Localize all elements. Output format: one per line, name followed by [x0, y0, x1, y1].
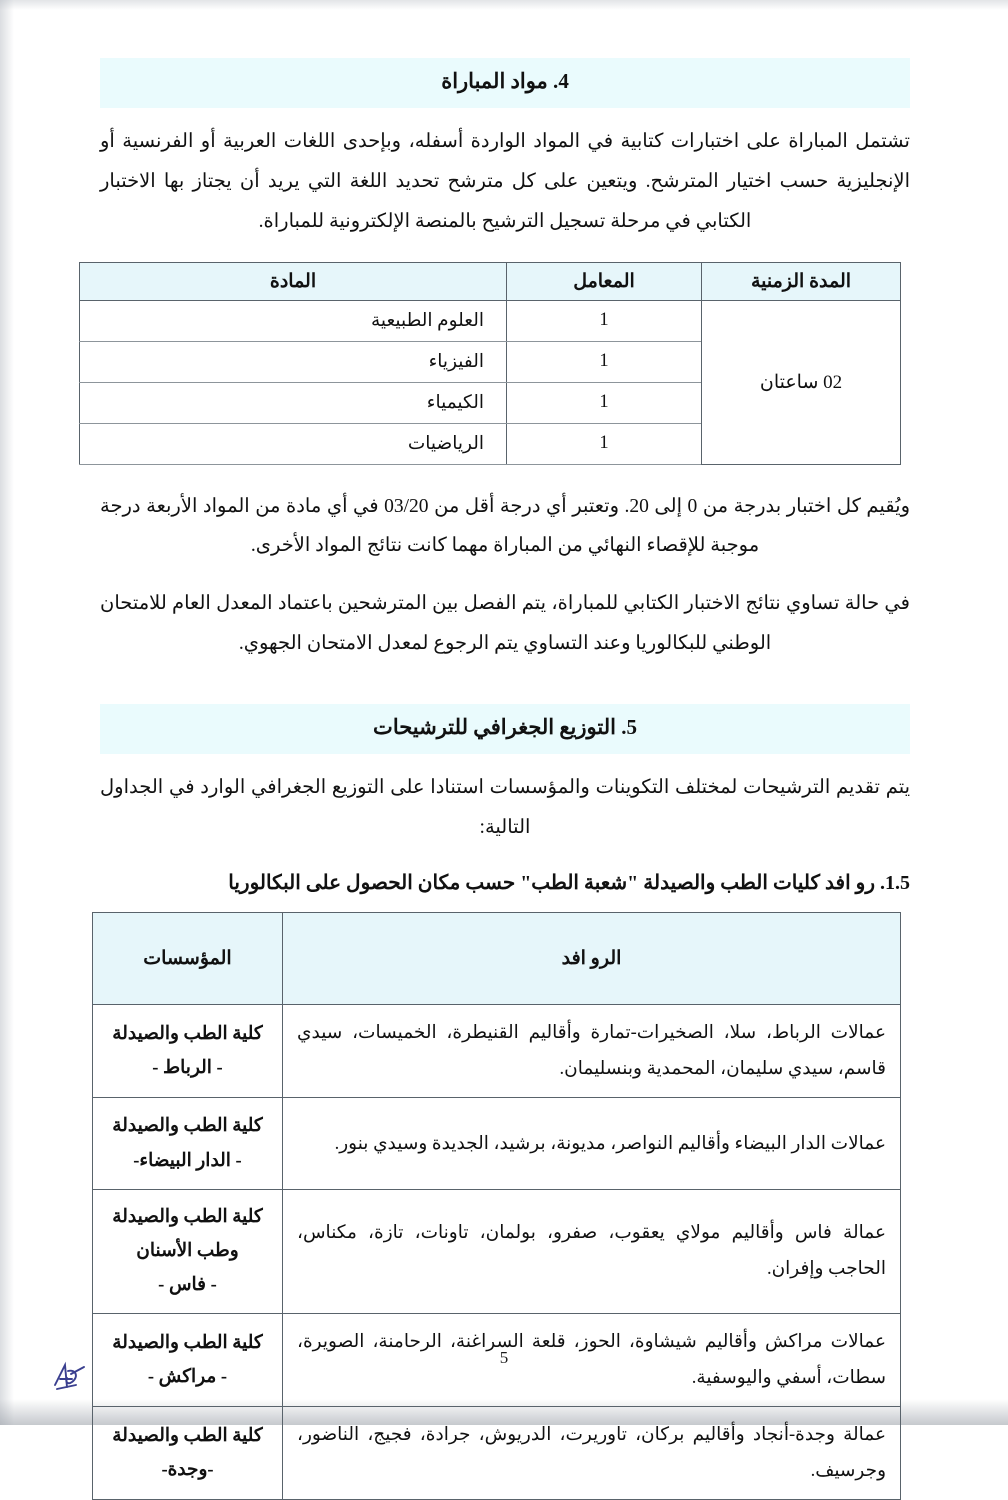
cell-coefficient: 1	[507, 382, 702, 423]
table-geographic-distribution	[92, 912, 901, 1500]
cell-regions: عمالات الدار البيضاء وأقاليم النواصر، مديونة، برشيد، الجديدة وسيدي بنور.	[283, 1098, 901, 1190]
column-header-regions: الرو افد	[283, 912, 901, 1004]
cell-institution	[93, 1406, 283, 1499]
document-content	[100, 0, 910, 1500]
paragraph-tiebreak-note: في حالة تساوي نتائج الاختبار الكتابي للمباراة، يتم الفصل بين المترشحين باعتماد المعدل العام للامتحان الوطني للبكالوريا وعند التساوي يتم الرجوع لمعدل الامتحان الجهوي.	[100, 593, 910, 655]
subheading-medicine-faculties: 1.5. رو افد كليات الطب والصيدلة "شعبة الطب" حسب مكان الحصول على البكالوريا	[228, 871, 910, 894]
cell-regions: عمالة فاس وأقاليم مولاي يعقوب، صفرو، بولمان، تاونات، تازة، مكناس، الحاجب وإفران.	[283, 1190, 901, 1314]
page-number: 5	[499, 1348, 509, 1367]
table-header-row	[80, 262, 901, 300]
institution-line: كلية الطب والصيدلة	[112, 1207, 263, 1228]
table-row	[93, 1004, 901, 1097]
table-row	[80, 300, 901, 341]
cell-regions: عمالة وجدة-أنجاد وأقاليم بركان، تاوريرت، الدريوش، جرادة، فجيج، الناضور، وجرسيف.	[283, 1406, 901, 1499]
cell-coefficient: 1	[507, 300, 702, 341]
institution-line: - الدار البيضاء-	[133, 1150, 242, 1171]
cell-institution	[93, 1190, 283, 1314]
table-header-row	[93, 912, 901, 1004]
table-exam-subjects	[79, 262, 901, 465]
cell-coefficient: 1	[507, 341, 702, 382]
paragraph-grading-note: ويُقيم كل اختبار بدرجة من 0 إلى 20. وتعتبر أي درجة أقل من 03/20 في أي مادة من المواد الأربعة درجة موجبة للإقصاء النهائي من المباراة مهما كانت نتائج المواد الأخرى.	[100, 495, 910, 557]
institution-line: - مراكش -	[147, 1366, 228, 1387]
cell-subject: الفيزياء	[80, 341, 507, 382]
table-row	[93, 1098, 901, 1190]
institution-line: كلية الطب والصيدلة	[112, 1425, 263, 1446]
cell-regions: عمالات الرباط، سلا، الصخيرات-تمارة وأقاليم القنيطرة، الخميسات، سيدي قاسم، سيدي سليمان، المحمدية وبنسليمان.	[283, 1004, 901, 1097]
cell-subject: الكيمياء	[80, 382, 507, 423]
section-heading-geographic-distribution: 5. التوزيع الجغرافي للترشيحات	[100, 704, 910, 754]
cell-subject: العلوم الطبيعية	[80, 300, 507, 341]
column-header-coefficient: المعامل	[507, 262, 702, 300]
paragraph-exam-subjects-intro: تشتمل المباراة على اختبارات كتابية في المواد الواردة أسفله، وبإحدى اللغات العربية أو الفرنسية أو الإنجليزية حسب اختيار المترشح. ويتعين على كل مترشح تحديد اللغة التي يريد أن يجتاز بها الاختبار الكتابي في مرحلة تسجيل الترشيح بالمنصة الإلكترونية للمباراة.	[100, 130, 910, 232]
scan-edge-left	[0, 0, 14, 1425]
cell-institution	[93, 1004, 283, 1097]
cell-regions: عمالات مراكش وأقاليم شيشاوة، الحوز، قلعة السراغنة، الرحامنة، الصويرة، سطات، أسفي واليوسفية.	[283, 1313, 901, 1406]
cell-duration-value: 02 ساعتان	[702, 300, 901, 464]
cell-coefficient: 1	[507, 423, 702, 464]
institution-line: وطب الأسنان	[136, 1241, 239, 1262]
signature-initial-mark	[46, 1355, 92, 1401]
paragraph-geographic-intro: يتم تقديم الترشيحات لمختلف التكوينات والمؤسسات استنادا على التوزيع الجغرافي الوارد في الجداول التالية:	[100, 776, 910, 838]
cell-subject: الرياضيات	[80, 423, 507, 464]
institution-line: كلية الطب والصيدلة	[112, 1332, 263, 1353]
section-heading-exam-subjects: 4. مواد المباراة	[100, 58, 910, 108]
table-row	[93, 1406, 901, 1499]
institution-line: كلية الطب والصيدلة	[112, 1023, 263, 1044]
cell-institution	[93, 1098, 283, 1190]
column-header-duration: المدة الزمنية	[702, 262, 901, 300]
institution-line: كلية الطب والصيدلة	[112, 1116, 263, 1137]
institution-line: -وجدة-	[161, 1459, 214, 1480]
column-header-subject: المادة	[80, 262, 507, 300]
column-header-institutions: المؤسسات	[93, 912, 283, 1004]
institution-line: - فاس -	[158, 1275, 217, 1296]
table-row	[93, 1190, 901, 1314]
institution-line: - الرباط -	[152, 1057, 223, 1078]
